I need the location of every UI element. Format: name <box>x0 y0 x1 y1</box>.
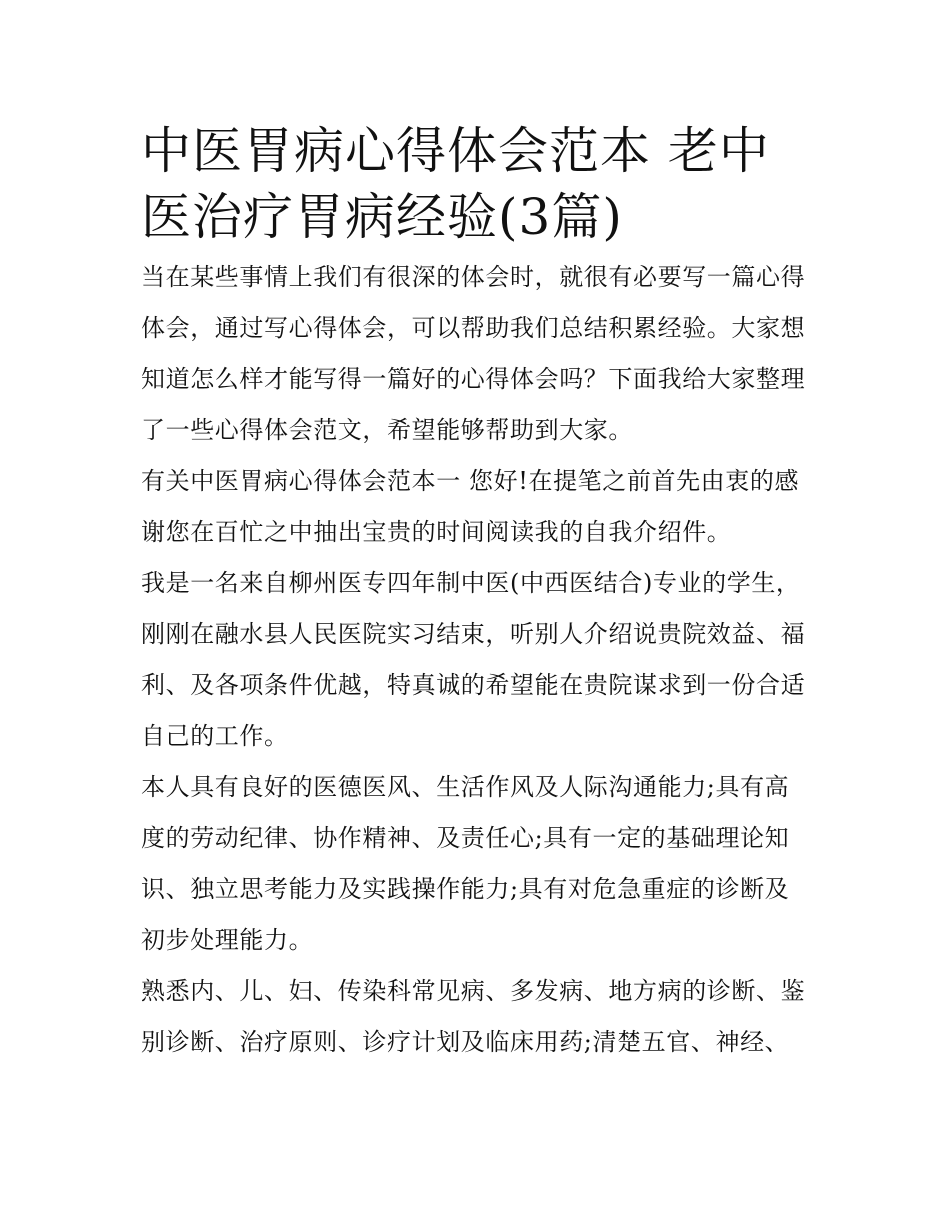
document-title: 中医胃病心得体会范本 老中医治疗胃病经验(3篇) <box>141 122 770 246</box>
paragraph-qualities: 本人具有良好的医德医风、生活作风及人际沟通能力;具有高度的劳动纪律、协作精神、及责任心;具有一定的基础理论知识、独立思考能力及实践操作能力;具有对危急重症的诊断及初步处理能力。 <box>141 773 790 954</box>
paragraph-skills: 熟悉内、儿、妇、传染科常见病、多发病、地方病的诊断、鉴别诊断、治疗原则、诊疗计划及临床用药;清楚五官、神经、 <box>141 977 806 1056</box>
paragraph-self-introduction: 我是一名来自柳州医专四年制中医(中西医结合)专业的学生，刚刚在融水县人民医院实习结束，听别人介绍说贵院效益、福利、及各项条件优越，特真诚的希望能在贵院谋求到一份合适自己的工作。 <box>141 569 806 750</box>
paragraph-greeting: 有关中医胃病心得体会范本一 您好!在提笔之前首先由衷的感谢您在百忙之中抽出宝贵的时间阅读我的自我介绍件。 <box>141 467 800 546</box>
document-body <box>141 118 813 1068</box>
paragraph-intro: 当在某些事情上我们有很深的体会时，就很有必要写一篇心得体会，通过写心得体会，可以帮助我们总结积累经验。大家想知道怎么样才能写得一篇好的心得体会吗？下面我给大家整理了一些心得体会范文，希望能够帮助到大家。 <box>141 263 806 444</box>
